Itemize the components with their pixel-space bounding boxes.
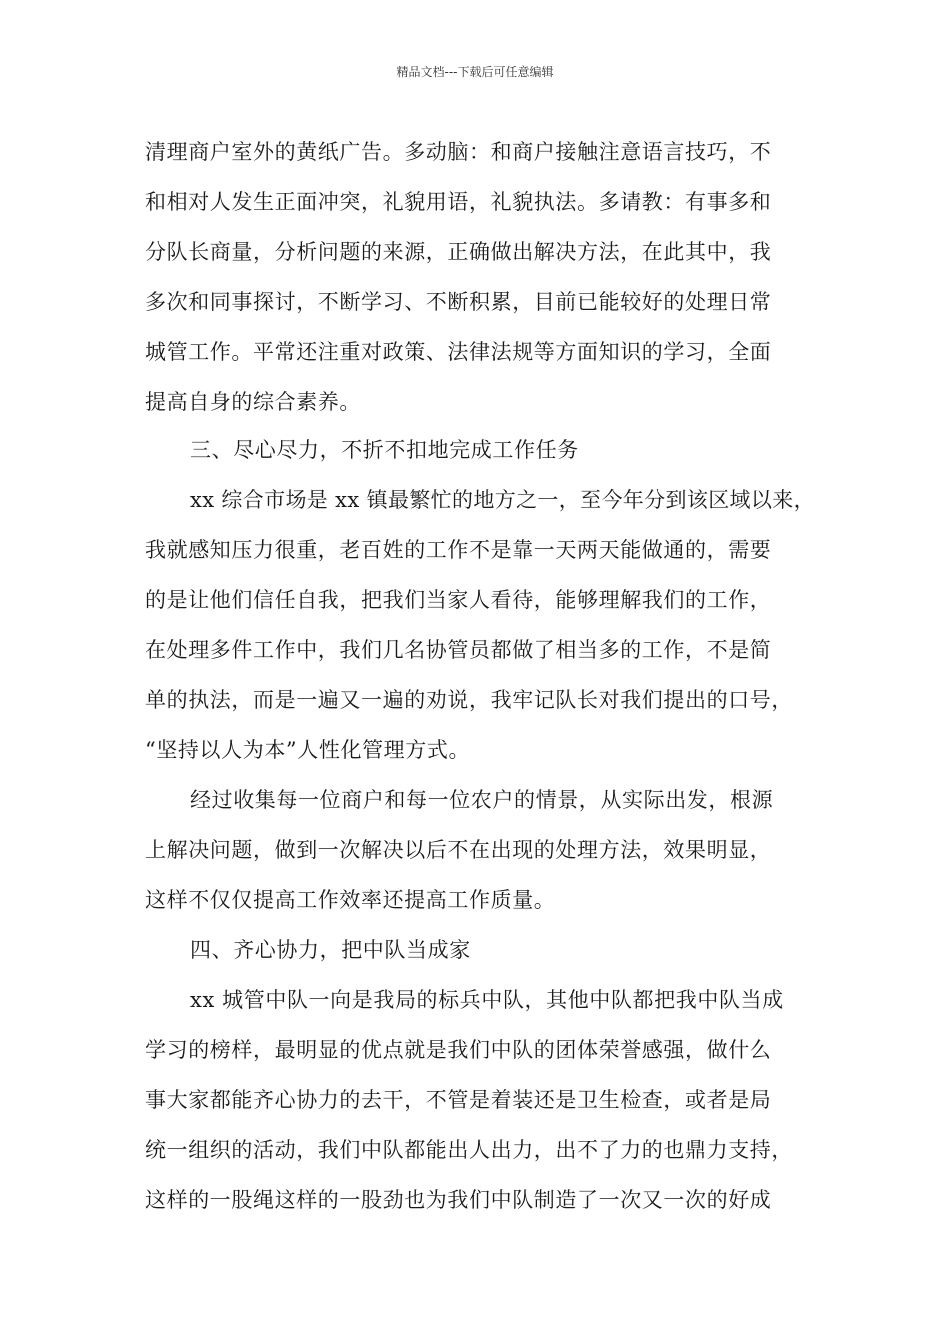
page-header: 精品文档---下载后可任意编辑 [396, 65, 554, 79]
text-line: xx 综合市场是 xx 镇最繁忙的地方之一，至今年分到该区域以来， [190, 488, 815, 512]
section-heading: 四、齐心协力，把中队当成家 [190, 938, 471, 962]
text-line: 单的执法，而是一遍又一遍的劝说，我牢记队长对我们提出的口号， [145, 688, 793, 712]
text-line: 在处理多件工作中，我们几名协管员都做了相当多的工作，不是简 [145, 638, 772, 662]
text-line: 上解决问题，做到一次解决以后不在出现的处理方法，效果明显， [145, 838, 772, 862]
text-line: 这样不仅仅提高工作效率还提高工作质量。 [145, 888, 556, 912]
text-line: 事大家都能齐心协力的去干，不管是着装还是卫生检查，或者是局 [145, 1088, 772, 1112]
text-line: 我就感知压力很重，老百姓的工作不是靠一天两天能做通的，需要 [145, 538, 772, 562]
section-heading: 三、尽心尽力，不折不扣地完成工作任务 [190, 438, 579, 462]
text-line: 统一组织的活动，我们中队都能出人出力，出不了力的也鼎力支持， [145, 1138, 793, 1162]
text-line: 城管工作。平常还注重对政策、法律法规等方面知识的学习，全面 [145, 340, 772, 364]
text-line: 分队长商量，分析问题的来源，正确做出解决方法，在此其中，我 [145, 240, 772, 264]
text-line: 的是让他们信任自我，把我们当家人看待，能够理解我们的工作， [145, 588, 772, 612]
text-line: 这样的一股绳这样的一股劲也为我们中队制造了一次又一次的好成 [145, 1188, 772, 1212]
text-line: “坚持以人为本”人性化管理方式。 [145, 738, 471, 762]
text-line: 经过收集每一位商户和每一位农户的情景，从实际出发，根源 [190, 788, 774, 812]
text-line: 提高自身的综合素养。 [145, 390, 361, 414]
text-line: 清理商户室外的黄纸广告。多动脑：和商户接触注意语言技巧，不 [145, 140, 772, 164]
text-line: xx 城管中队一向是我局的标兵中队，其他中队都把我中队当成 [190, 988, 784, 1012]
text-line: 学习的榜样，最明显的优点就是我们中队的团体荣誉感强，做什么 [145, 1038, 772, 1062]
text-line: 和相对人发生正面冲突，礼貌用语，礼貌执法。多请教：有事多和 [145, 190, 772, 214]
text-line: 多次和同事探讨，不断学习、不断积累，目前已能较好的处理日常 [145, 290, 772, 314]
